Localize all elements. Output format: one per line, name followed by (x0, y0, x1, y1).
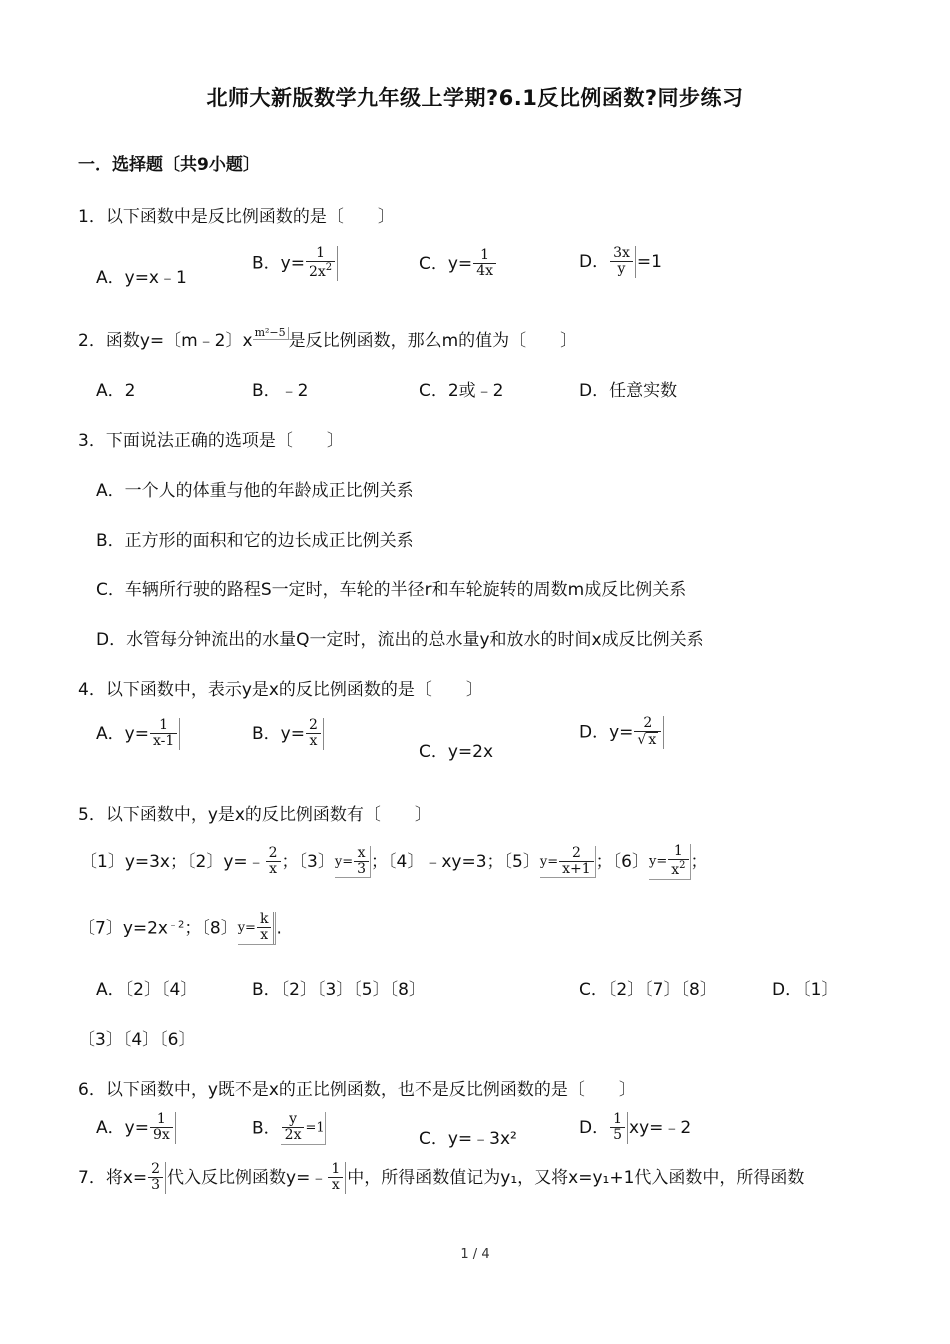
q5-option-d: D．〔1〕 (772, 980, 839, 1000)
q1-option-d: D． $\frac{3x}{y}$ =1 (579, 245, 662, 278)
q3-option-a: A．一个人的体重与他的年龄成正比例关系 (96, 481, 414, 501)
q1-option-c: C．y= $\frac{1}{4x}$ (419, 248, 497, 280)
page-title: 北师大新版数学九年级上学期?6.1反比例函数?同步练习 (206, 86, 744, 110)
q4-option-a: A．y= $\frac{1}{x-1}$ (96, 718, 181, 750)
q3-option-d: D．水管每分钟流出的水量Q一定时，流出的总水量y和放水的时间x成反比例关系 (96, 630, 704, 650)
q5-option-c: C．〔2〕〔7〕〔8〕 (579, 980, 717, 1000)
q6-option-a: A．y= $\frac{1}{9x}$ (96, 1112, 177, 1144)
question-6-stem: 6．以下函数中，y既不是x的正比例函数，也不是反比例函数的是〔 〕 (78, 1080, 636, 1100)
q5-option-a: A．〔2〕〔4〕 (96, 980, 198, 1000)
question-2-stem: 2．函数y=〔m﹣2〕x m²−5 是反比例函数，那么m的值为〔 〕 (78, 326, 578, 351)
q3-option-b: B．正方形的面积和它的边长成正比例关系 (96, 531, 414, 551)
q6-option-c: C．y=﹣3x² (419, 1129, 517, 1149)
question-3-stem: 3．下面说法正确的选项是〔 〕 (78, 431, 344, 451)
q1-option-a: A．y=x﹣1 (96, 268, 187, 288)
q2-option-d: D．任意实数 (579, 381, 678, 401)
q2-option-b: B．﹣2 (252, 381, 309, 401)
question-1-stem: 1．以下函数中是反比例函数的是〔 〕 (78, 207, 395, 227)
question-4-stem: 4．以下函数中，表示y是x的反比例函数的是〔 〕 (78, 680, 483, 700)
q5-option-b: B．〔2〕〔3〕〔5〕〔8〕 (252, 980, 426, 1000)
q4-option-d: D．y= $\frac{2}{√ x}$ (579, 716, 665, 749)
q3-option-c: C．车辆所行驶的路程S一定时，车轮的半径r和车轮旋转的周数m成反比例关系 (96, 580, 687, 600)
q6-option-b: B． $\frac{y}{2x}$ =1 (252, 1111, 325, 1144)
q5-items-line-1: 〔1〕y=3x；〔2〕y=﹣ $\frac{2}{x}$ ；〔3〕y= $\frac{x}{3}$ ；〔4〕﹣xy=3；〔5〕y= $\frac{2}{x+1}$ ；〔6〕y= $\frac{1}{x^2}$ ； (80, 843, 708, 879)
q5-option-d-continued: 〔3〕〔4〕〔6〕 (78, 1030, 196, 1050)
question-5-stem: 5．以下函数中，y是x的反比例函数有〔 〕 (78, 805, 432, 825)
q6-option-d: D． $\frac{1}{5}$ xy=﹣2 (579, 1111, 692, 1144)
q5-items-line-2: 〔7〕$y=2x^{﹣2}$；〔8〕y= $\frac{k}{x}$ . (78, 911, 282, 944)
question-7-stem: 7．将x= $\frac{2}{3}$ 代入反比例函数y=﹣ $\frac{1}{x}$ 中，所得函数值记为y₁，又将x=y₁+1代入函数中，所得函数 (78, 1161, 805, 1194)
section-heading: 一．选择题〔共9小题〕 (78, 155, 260, 175)
q2-option-a: A．2 (96, 381, 136, 401)
q1-option-b: B．y= $\frac{1}{2x^2}$ (252, 246, 339, 281)
q4-option-c: C．y=2x (419, 742, 494, 762)
q2-option-c: C．2或﹣2 (419, 381, 504, 401)
page-number: 1 / 4 (460, 1247, 490, 1262)
q4-option-b: B．y= $\frac{2}{x}$ (252, 718, 325, 750)
